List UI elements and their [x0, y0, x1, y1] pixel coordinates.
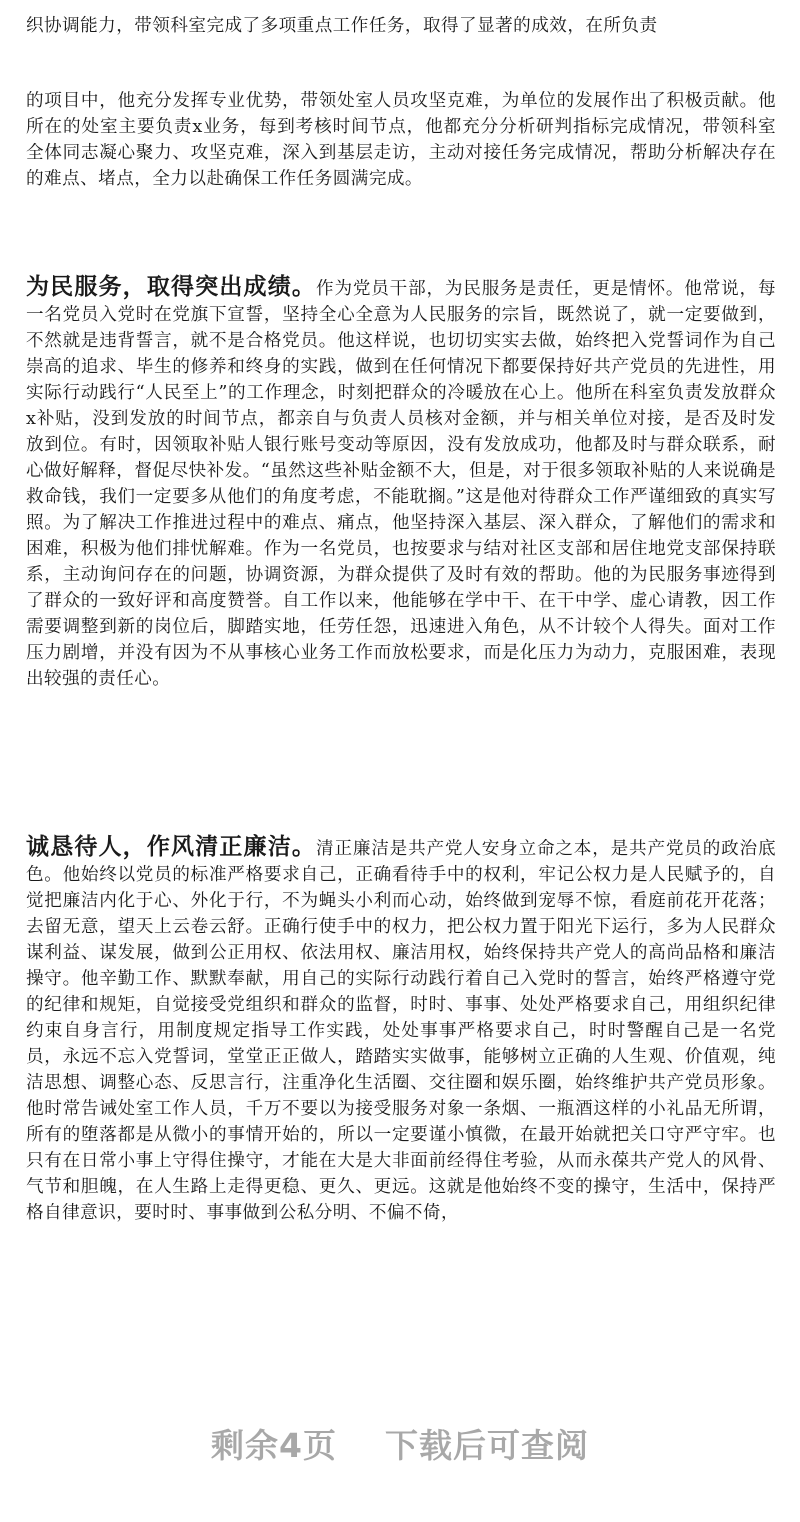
section-body-service: 作为党员干部，为民服务是责任，更是情怀。他常说，每一名党员入党时在党旗下宣誓，坚持全心全意为人民服务的宗旨，既然说了，就一定要做到，不然就是违背誓言，就不是合格党员。他这样说，也切切实实去做，始终把入党誓词作为自己崇高的追求、毕生的修养和终身的实践，做到在任何情况下都要保持好共产党员的先进性，用实际行动践行“人民至上”的工作理念，时刻把群众的冷暖放在心上。他所在科室负责发放群众x补贴，没到发放的时间节点，都亲自与负责人员核对金额，并与相关单位对接，是否及时发放到位。有时，因领取补贴人银行账号变动等原因，没有发放成功，他都及时与群众联系，耐心做好解释，督促尽快补发。“虽然这些补贴金额不大，但是，对于很多领取补贴的人来说确是救命钱，我们一定要多从他们的角度考虑，不能耽搁。”这是他对待群众工作严谨细致的真实写照。为了解决工作推进过程中的难点、痛点，他坚持深入基层、深入群众，了解他们的需求和困难，积极为他们排忧解难。作为一名党员，也按要求与结对社区支部和居住地党支部保持联系，主动询问存在的问题，协调资源，为群众提供了及时有效的帮助。他的为民服务事迹得到了群众的一致好评和高度赞誉。自工作以来，他能够在学中干、在干中学、虚心请教，因工作需要调整到新的岗位后，脚踏实地，任劳任怨，迅速进入角色，从不计较个人得失。面对工作压力剧增，并没有因为不从事核心业务工作而放松要求，而是化压力为动力，克服困难，表现出较强的责任心。: [26, 279, 776, 689]
remaining-pages-label: 剩余4页: [211, 1426, 337, 1465]
paragraph-project: 的项目中，他充分发挥专业优势，带领处室人员攻坚克难，为单位的发展作出了积极贡献。他所在的处室主要负责x业务，每到考核时间节点，他都充分分析研判指标完成情况，带领科室全体同志凝心聚力、攻坚克难，深入到基层走访，主动对接任务完成情况，帮助分析解决存在的难点、堵点，全力以赴确保工作任务圆满完成。: [26, 91, 776, 189]
section-integrity: [26, 834, 776, 1226]
top-fragment-line: 织协调能力，带领科室完成了多项重点工作任务，取得了显著的成效，在所负责: [26, 16, 658, 36]
section-body-integrity: 清正廉洁是共产党人安身立命之本，是共产党员的政治底色。他始终以党员的标准严格要求自己，正确看待手中的权利，牢记公权力是人民赋予的，自觉把廉洁内化于心、外化于行，不为蝇头小利而心动，始终做到宠辱不惊，看庭前花开花落；去留无意，望天上云卷云舒。正确行使手中的权力，把公权力置于阳光下运行，多为人民群众谋利益、谋发展，做到公正用权、依法用权、廉洁用权，始终保持共产党人的高尚品格和廉洁操守。他辛勤工作、默默奉献，用自己的实际行动践行着自己入党时的誓言，始终严格遵守党的纪律和规矩，自觉接受党组织和群众的监督，时时、事事、处处严格要求自己，用组织纪律约束自身言行，用制度规定指导工作实践，处处事事严格要求自己，时时警醒自己是一名党员，永远不忘入党誓词，堂堂正正做人，踏踏实实做事，能够树立正确的人生观、价值观，纯洁思想、调整心态、反思言行，注重净化生活圈、交往圈和娱乐圈，始终维护共产党员形象。他时常告诫处室工作人员，千万不要以为接受服务对象一条烟、一瓶酒这样的小礼品无所谓，所有的堕落都是从微小的事情开始的，所以一定要谨小慎微，在最开始就把关口守严守牢。也只有在日常小事上守得住操守，才能在大是大非面前经得住考验，从而永葆共产党人的风骨、气节和胆魄，在人生路上走得更稳、更久、更远。这就是他始终不变的操守，生活中，保持严格自律意识，要时时、事事做到公私分明、不偏不倚，: [26, 839, 776, 1223]
download-notice[interactable]: [0, 1420, 800, 1470]
top-fragment-clip: [0, 0, 800, 50]
top-fragment-hidden-line: [26, 0, 44, 10]
section-service: [26, 274, 776, 692]
top-fragment-text: [26, 0, 776, 39]
section-heading-service: 为民服务，取得突出成绩。: [26, 274, 317, 300]
section-heading-integrity: 诚恳待人，作风清正廉洁。: [26, 834, 317, 860]
download-to-view-label: 下载后可查阅: [384, 1426, 589, 1465]
